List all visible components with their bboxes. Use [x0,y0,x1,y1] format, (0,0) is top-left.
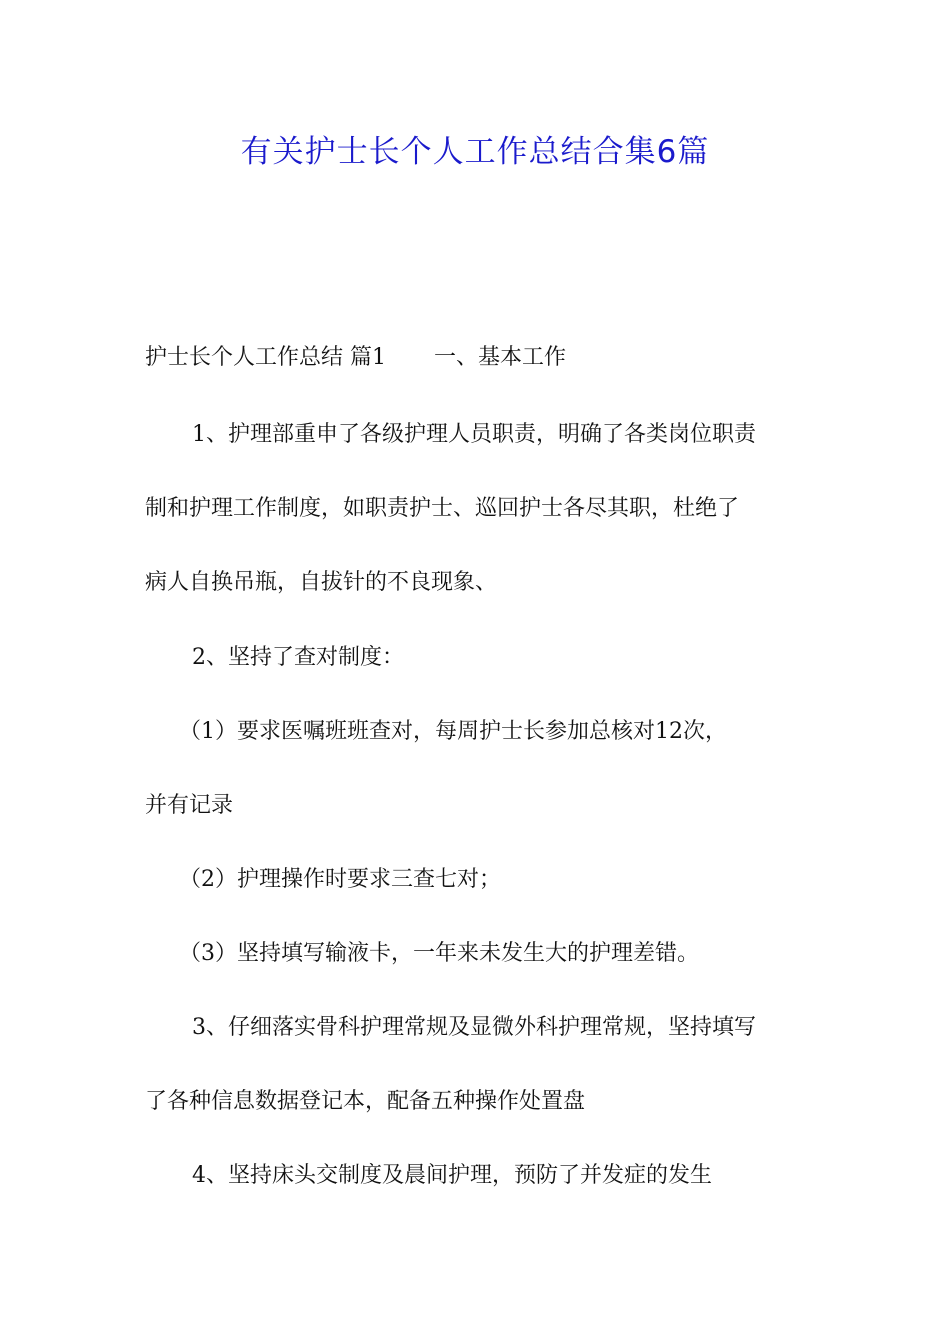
section-heading-line [145,342,825,374]
paragraph-line: 并有记录 [145,793,234,818]
paragraph-line: 制和护理工作制度，如职责护士、巡回护士各尽其职，杜绝了 [145,496,740,521]
section-heading: 护士长个人工作总结 篇1 [145,345,386,370]
paragraph-line: （2）护理操作时要求三查七对； [179,867,501,892]
paragraph-line: 了各种信息数据登记本，配备五种操作处置盘 [145,1089,586,1114]
paragraph-line: （3）坚持填写输液卡，一年来未发生大的护理差错。 [179,941,699,966]
document-title: 有关护士长个人工作总结合集6篇 [240,134,710,170]
paragraph-line: 1、护理部重申了各级护理人员职责，明确了各类岗位职责 [192,422,756,447]
paragraph-line: 病人自换吊瓶，自拔针的不良现象、 [145,570,498,595]
paragraph-line: 3、仔细落实骨科护理常规及显微外科护理常规，坚持填写 [192,1015,756,1040]
paragraph-line: 4、坚持床头交制度及晨间护理，预防了并发症的发生 [192,1163,712,1188]
subheading: 一、基本工作 [434,345,567,370]
paragraph-line: （1）要求医嘱班班查对，每周护士长参加总核对12次， [179,719,727,744]
paragraph-line: 2、坚持了查对制度： [192,645,404,670]
